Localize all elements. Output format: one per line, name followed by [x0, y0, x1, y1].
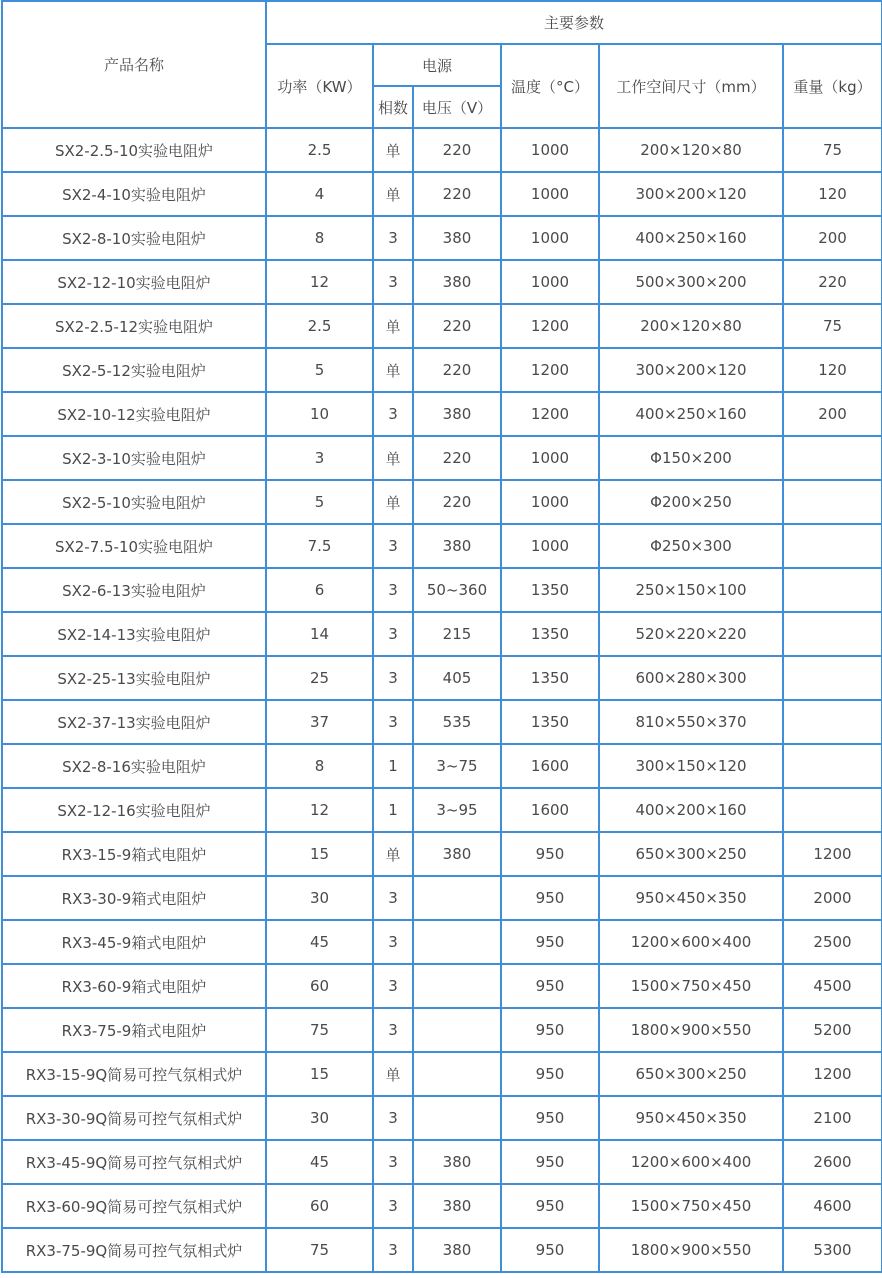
- cell-weight: [783, 744, 882, 788]
- cell-weight: [783, 788, 882, 832]
- cell-phases: 单: [373, 348, 413, 392]
- cell-phases: 单: [373, 172, 413, 216]
- cell-weight: [783, 700, 882, 744]
- cell-power: 60: [266, 964, 373, 1008]
- cell-chamber-size: 650×300×250: [599, 832, 783, 876]
- cell-phases: 3: [373, 1184, 413, 1228]
- cell-voltage: 50~360: [413, 568, 501, 612]
- cell-power: 25: [266, 656, 373, 700]
- cell-temperature: 1000: [501, 128, 599, 172]
- cell-product-name: RX3-60-9Q简易可控气氛相式炉: [2, 1184, 266, 1228]
- cell-temperature: 1350: [501, 568, 599, 612]
- table-row: [2, 392, 882, 436]
- cell-weight: 220: [783, 260, 882, 304]
- cell-product-name: SX2-4-10实验电阻炉: [2, 172, 266, 216]
- cell-temperature: 1000: [501, 260, 599, 304]
- cell-product-name: SX2-12-10实验电阻炉: [2, 260, 266, 304]
- table-row: [2, 1096, 882, 1140]
- cell-chamber-size: 1800×900×550: [599, 1228, 783, 1272]
- cell-phases: 3: [373, 260, 413, 304]
- cell-weight: 1200: [783, 832, 882, 876]
- cell-voltage: 380: [413, 260, 501, 304]
- cell-weight: 2500: [783, 920, 882, 964]
- cell-voltage: 535: [413, 700, 501, 744]
- cell-power: 75: [266, 1008, 373, 1052]
- cell-temperature: 950: [501, 1140, 599, 1184]
- cell-chamber-size: 200×120×80: [599, 304, 783, 348]
- table-row: [2, 568, 882, 612]
- cell-phases: 3: [373, 920, 413, 964]
- cell-chamber-size: 200×120×80: [599, 128, 783, 172]
- cell-voltage: 220: [413, 128, 501, 172]
- cell-product-name: RX3-45-9箱式电阻炉: [2, 920, 266, 964]
- cell-voltage: [413, 876, 501, 920]
- cell-voltage: 220: [413, 480, 501, 524]
- cell-product-name: SX2-12-16实验电阻炉: [2, 788, 266, 832]
- cell-phases: 3: [373, 1228, 413, 1272]
- cell-chamber-size: 400×250×160: [599, 392, 783, 436]
- header-main-params: 主要参数: [266, 1, 882, 44]
- cell-power: 45: [266, 920, 373, 964]
- cell-chamber-size: 600×280×300: [599, 656, 783, 700]
- cell-power: 14: [266, 612, 373, 656]
- cell-weight: 5300: [783, 1228, 882, 1272]
- cell-temperature: 950: [501, 1184, 599, 1228]
- table-row: [2, 260, 882, 304]
- cell-weight: 1200: [783, 1052, 882, 1096]
- cell-phases: 3: [373, 1140, 413, 1184]
- cell-temperature: 1200: [501, 392, 599, 436]
- cell-chamber-size: 950×450×350: [599, 876, 783, 920]
- cell-voltage: 380: [413, 1184, 501, 1228]
- table-row: [2, 1140, 882, 1184]
- cell-phases: 3: [373, 612, 413, 656]
- cell-power: 15: [266, 1052, 373, 1096]
- cell-temperature: 950: [501, 1096, 599, 1140]
- cell-power: 10: [266, 392, 373, 436]
- cell-power: 75: [266, 1228, 373, 1272]
- cell-chamber-size: 250×150×100: [599, 568, 783, 612]
- cell-power: 37: [266, 700, 373, 744]
- header-voltage: 电压（V）: [413, 86, 501, 128]
- cell-voltage: 215: [413, 612, 501, 656]
- cell-product-name: SX2-3-10实验电阻炉: [2, 436, 266, 480]
- cell-power: 8: [266, 744, 373, 788]
- table-row: [2, 1052, 882, 1096]
- table-body: [2, 128, 882, 1272]
- cell-phases: 单: [373, 436, 413, 480]
- table-row: [2, 656, 882, 700]
- cell-temperature: 950: [501, 964, 599, 1008]
- cell-chamber-size: 650×300×250: [599, 1052, 783, 1096]
- table-row: [2, 876, 882, 920]
- cell-weight: [783, 436, 882, 480]
- cell-weight: 75: [783, 128, 882, 172]
- cell-weight: [783, 480, 882, 524]
- header-chamber-size: 工作空间尺寸（mm）: [599, 44, 783, 128]
- cell-product-name: RX3-15-9Q简易可控气氛相式炉: [2, 1052, 266, 1096]
- table-row: [2, 524, 882, 568]
- cell-chamber-size: Φ150×200: [599, 436, 783, 480]
- cell-weight: 75: [783, 304, 882, 348]
- table-row: [2, 304, 882, 348]
- spec-table: [1, 0, 882, 1273]
- header-weight: 重量（kg）: [783, 44, 882, 128]
- cell-phases: 3: [373, 656, 413, 700]
- cell-weight: 120: [783, 172, 882, 216]
- cell-temperature: 950: [501, 1052, 599, 1096]
- cell-power: 60: [266, 1184, 373, 1228]
- cell-weight: [783, 524, 882, 568]
- cell-weight: 120: [783, 348, 882, 392]
- cell-voltage: [413, 920, 501, 964]
- table-row: [2, 128, 882, 172]
- cell-power: 30: [266, 1096, 373, 1140]
- cell-temperature: 950: [501, 832, 599, 876]
- cell-chamber-size: 810×550×370: [599, 700, 783, 744]
- table-row: [2, 1184, 882, 1228]
- cell-phases: 3: [373, 700, 413, 744]
- cell-product-name: SX2-37-13实验电阻炉: [2, 700, 266, 744]
- cell-temperature: 1000: [501, 480, 599, 524]
- cell-chamber-size: 300×150×120: [599, 744, 783, 788]
- cell-voltage: 380: [413, 392, 501, 436]
- cell-weight: [783, 612, 882, 656]
- cell-weight: [783, 568, 882, 612]
- cell-phases: 单: [373, 832, 413, 876]
- cell-temperature: 1000: [501, 216, 599, 260]
- table-row: [2, 964, 882, 1008]
- cell-chamber-size: 1200×600×400: [599, 1140, 783, 1184]
- cell-product-name: RX3-45-9Q简易可控气氛相式炉: [2, 1140, 266, 1184]
- cell-product-name: SX2-14-13实验电阻炉: [2, 612, 266, 656]
- cell-weight: 2100: [783, 1096, 882, 1140]
- cell-power: 3: [266, 436, 373, 480]
- cell-product-name: SX2-2.5-12实验电阻炉: [2, 304, 266, 348]
- cell-weight: [783, 656, 882, 700]
- cell-chamber-size: 950×450×350: [599, 1096, 783, 1140]
- table-row: [2, 700, 882, 744]
- cell-phases: 3: [373, 1096, 413, 1140]
- table-row: [2, 216, 882, 260]
- cell-chamber-size: 1200×600×400: [599, 920, 783, 964]
- cell-temperature: 1600: [501, 788, 599, 832]
- cell-temperature: 1000: [501, 172, 599, 216]
- cell-product-name: SX2-8-16实验电阻炉: [2, 744, 266, 788]
- table-row: [2, 480, 882, 524]
- cell-voltage: 220: [413, 172, 501, 216]
- cell-phases: 1: [373, 744, 413, 788]
- table-row: [2, 788, 882, 832]
- cell-voltage: [413, 1052, 501, 1096]
- cell-voltage: 3~95: [413, 788, 501, 832]
- table-row: [2, 920, 882, 964]
- cell-phases: 单: [373, 128, 413, 172]
- cell-weight: 4600: [783, 1184, 882, 1228]
- cell-power: 2.5: [266, 304, 373, 348]
- cell-voltage: 220: [413, 348, 501, 392]
- cell-product-name: RX3-30-9Q简易可控气氛相式炉: [2, 1096, 266, 1140]
- cell-power: 12: [266, 788, 373, 832]
- cell-temperature: 1350: [501, 656, 599, 700]
- cell-chamber-size: 300×200×120: [599, 172, 783, 216]
- cell-weight: 200: [783, 392, 882, 436]
- cell-weight: 200: [783, 216, 882, 260]
- cell-chamber-size: 520×220×220: [599, 612, 783, 656]
- cell-temperature: 950: [501, 920, 599, 964]
- table-row: [2, 612, 882, 656]
- cell-power: 5: [266, 480, 373, 524]
- table-row: [2, 436, 882, 480]
- cell-phases: 单: [373, 304, 413, 348]
- cell-product-name: RX3-75-9箱式电阻炉: [2, 1008, 266, 1052]
- cell-power: 8: [266, 216, 373, 260]
- cell-power: 30: [266, 876, 373, 920]
- cell-product-name: SX2-6-13实验电阻炉: [2, 568, 266, 612]
- cell-chamber-size: 500×300×200: [599, 260, 783, 304]
- cell-phases: 3: [373, 1008, 413, 1052]
- cell-voltage: 220: [413, 436, 501, 480]
- cell-weight: 2600: [783, 1140, 882, 1184]
- header-product-name: 产品名称: [2, 1, 266, 128]
- cell-phases: 3: [373, 524, 413, 568]
- cell-phases: 单: [373, 1052, 413, 1096]
- cell-temperature: 1350: [501, 700, 599, 744]
- table-row: [2, 1228, 882, 1272]
- cell-weight: 4500: [783, 964, 882, 1008]
- cell-weight: 5200: [783, 1008, 882, 1052]
- cell-power: 15: [266, 832, 373, 876]
- header-supply: 电源: [373, 44, 501, 86]
- cell-temperature: 1600: [501, 744, 599, 788]
- cell-voltage: [413, 1008, 501, 1052]
- cell-voltage: 380: [413, 524, 501, 568]
- cell-phases: 1: [373, 788, 413, 832]
- cell-product-name: SX2-10-12实验电阻炉: [2, 392, 266, 436]
- cell-power: 2.5: [266, 128, 373, 172]
- cell-temperature: 1200: [501, 304, 599, 348]
- cell-product-name: SX2-5-12实验电阻炉: [2, 348, 266, 392]
- cell-weight: 2000: [783, 876, 882, 920]
- cell-chamber-size: 1500×750×450: [599, 1184, 783, 1228]
- table-row: [2, 832, 882, 876]
- cell-product-name: SX2-2.5-10实验电阻炉: [2, 128, 266, 172]
- cell-phases: 3: [373, 392, 413, 436]
- cell-temperature: 950: [501, 1008, 599, 1052]
- cell-voltage: [413, 1096, 501, 1140]
- cell-product-name: RX3-60-9箱式电阻炉: [2, 964, 266, 1008]
- cell-phases: 3: [373, 964, 413, 1008]
- cell-voltage: [413, 964, 501, 1008]
- cell-product-name: SX2-25-13实验电阻炉: [2, 656, 266, 700]
- cell-power: 7.5: [266, 524, 373, 568]
- cell-product-name: RX3-15-9箱式电阻炉: [2, 832, 266, 876]
- cell-product-name: SX2-8-10实验电阻炉: [2, 216, 266, 260]
- table-row: [2, 1008, 882, 1052]
- cell-chamber-size: 400×200×160: [599, 788, 783, 832]
- cell-voltage: 405: [413, 656, 501, 700]
- cell-chamber-size: 1800×900×550: [599, 1008, 783, 1052]
- cell-chamber-size: 300×200×120: [599, 348, 783, 392]
- cell-temperature: 950: [501, 1228, 599, 1272]
- cell-product-name: SX2-7.5-10实验电阻炉: [2, 524, 266, 568]
- cell-product-name: SX2-5-10实验电阻炉: [2, 480, 266, 524]
- cell-temperature: 1200: [501, 348, 599, 392]
- cell-power: 12: [266, 260, 373, 304]
- header-power: 功率（KW）: [266, 44, 373, 128]
- cell-phases: 3: [373, 216, 413, 260]
- cell-temperature: 1000: [501, 436, 599, 480]
- cell-product-name: RX3-30-9箱式电阻炉: [2, 876, 266, 920]
- table-row: [2, 744, 882, 788]
- cell-chamber-size: 1500×750×450: [599, 964, 783, 1008]
- cell-temperature: 1350: [501, 612, 599, 656]
- cell-phases: 单: [373, 480, 413, 524]
- cell-voltage: 380: [413, 216, 501, 260]
- cell-voltage: 380: [413, 1228, 501, 1272]
- cell-voltage: 220: [413, 304, 501, 348]
- cell-power: 5: [266, 348, 373, 392]
- cell-voltage: 3~75: [413, 744, 501, 788]
- cell-product-name: RX3-75-9Q简易可控气氛相式炉: [2, 1228, 266, 1272]
- cell-power: 6: [266, 568, 373, 612]
- cell-chamber-size: Φ200×250: [599, 480, 783, 524]
- cell-power: 45: [266, 1140, 373, 1184]
- cell-phases: 3: [373, 876, 413, 920]
- cell-phases: 3: [373, 568, 413, 612]
- cell-chamber-size: 400×250×160: [599, 216, 783, 260]
- table-row: [2, 348, 882, 392]
- cell-voltage: 380: [413, 832, 501, 876]
- cell-power: 4: [266, 172, 373, 216]
- cell-chamber-size: Φ250×300: [599, 524, 783, 568]
- table-row: [2, 172, 882, 216]
- cell-temperature: 1000: [501, 524, 599, 568]
- header-phases: 相数: [373, 86, 413, 128]
- cell-voltage: 380: [413, 1140, 501, 1184]
- cell-temperature: 950: [501, 876, 599, 920]
- header-temperature: 温度（°C）: [501, 44, 599, 128]
